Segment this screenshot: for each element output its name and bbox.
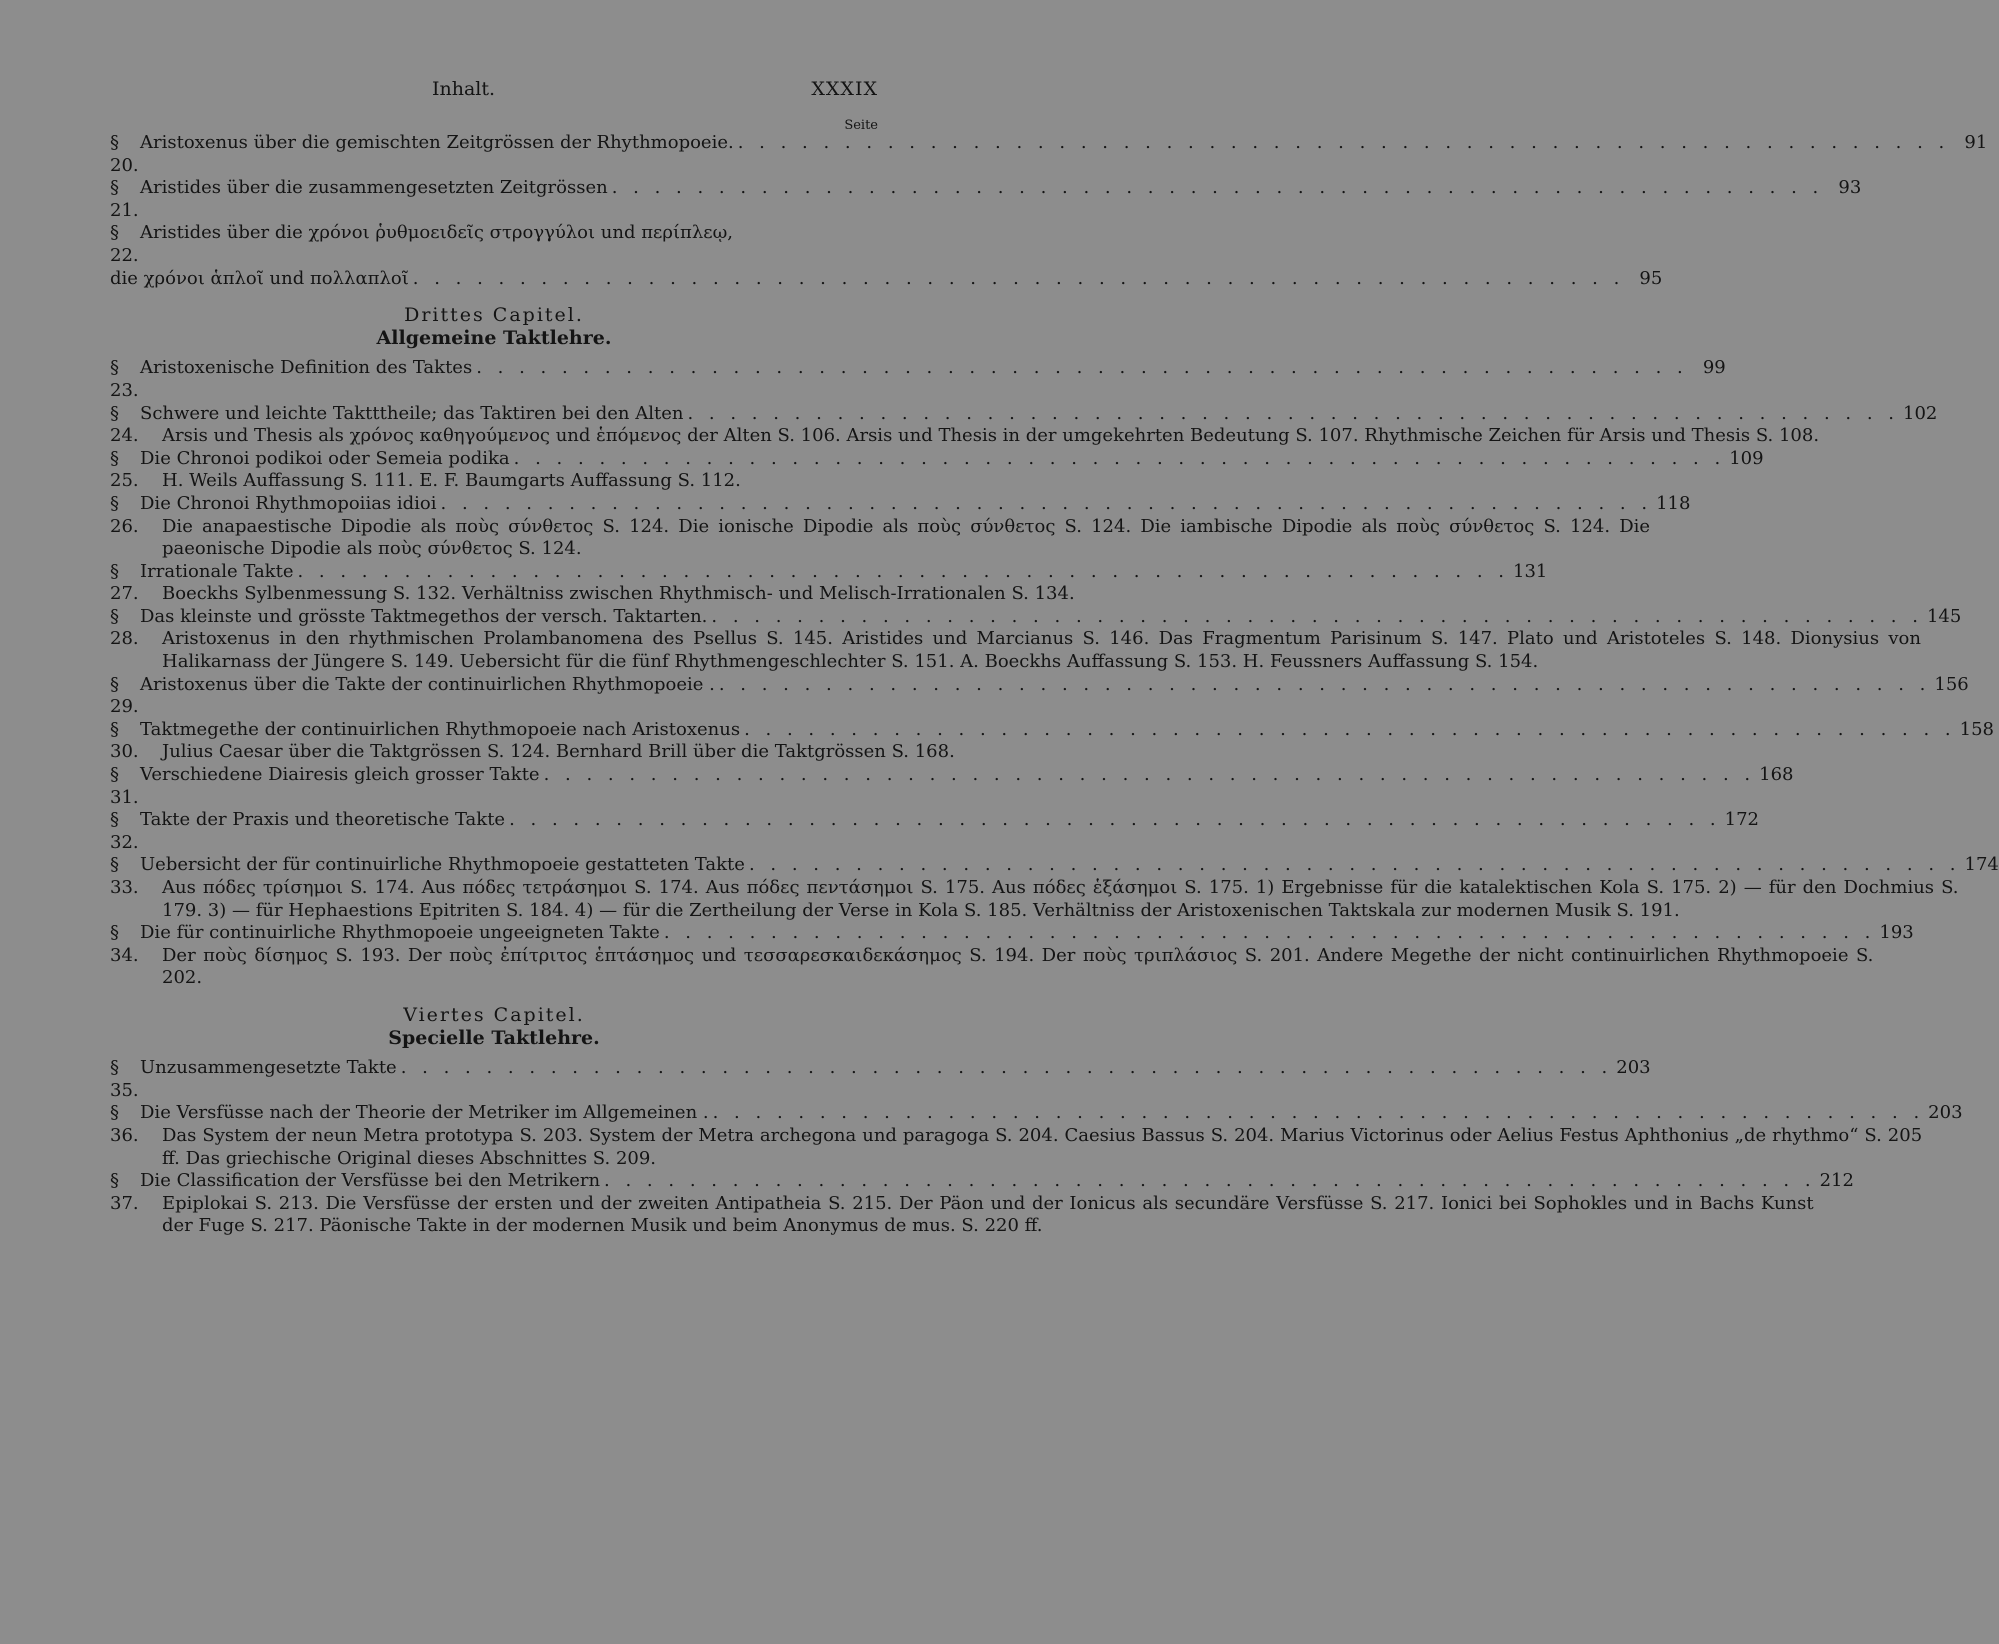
dot-leader: [711, 606, 1923, 629]
dot-leader: [744, 719, 1956, 742]
dot-leader: [604, 1170, 1816, 1193]
entry-text: Uebersicht der für continuirliche Rhythmopoeie gestatteten Takte: [140, 854, 745, 876]
chapter-label: Drittes Capitel.: [404, 304, 584, 327]
entry-body: [140, 719, 1994, 764]
entry-text: Aristides über die zusammengesetzten Zeitgrössen: [140, 177, 608, 199]
toc-entry: [110, 447, 1764, 493]
entry-heading-row: [140, 719, 1994, 742]
page-ref: 109: [1729, 447, 1764, 469]
toc-entry: [110, 718, 1995, 764]
section-number: § 31.: [110, 764, 139, 808]
entry-text: Irrationale Takte: [140, 560, 294, 582]
entry-text: Verschiedene Diairesis gleich grosser Takte: [140, 764, 540, 786]
entry-body: [140, 493, 1690, 561]
page-column-label: Seite: [844, 118, 878, 133]
entry-heading-row: [140, 493, 1690, 516]
entry-heading-row: [140, 357, 1726, 380]
dot-leader: [476, 357, 1688, 380]
entry-heading-row: [140, 1057, 1650, 1080]
entry-text: Aristoxenus über die gemischten Zeitgrössen der Rhythmopoeie.: [140, 132, 734, 153]
entry-body: [140, 132, 1987, 177]
entry-heading-row: [140, 132, 1987, 155]
entry-text: Die Versfüsse nach der Theorie der Metriker im Allgemeinen .: [140, 1102, 709, 1124]
entry-text: Die Chronoi Rhythmopoiias idioi: [140, 492, 437, 514]
entry-subtopics: Epiplokai S. 213. Die Versfüsse der ersten und der zweiten Antipatheia S. 215. Der Päon und der Ionicus als secundäre Versfüsse S. 217. Ionici bei Sophokles und in Bachs Kunst der Fuge S. 217. Päonische Takte in der modernen Musik und beim Anonymus de mus. S. 220 ff.: [162, 1192, 1814, 1237]
toc-entry: [110, 560, 1548, 606]
chapter-title: Specielle Taktlehre.: [388, 1026, 600, 1049]
entry-heading-row: [140, 1170, 1854, 1193]
dot-leader: [401, 1057, 1613, 1080]
toc-entry: [110, 492, 1691, 561]
dot-leader: [612, 177, 1824, 200]
section-number: § 21.: [110, 177, 139, 221]
entry-heading-row: [140, 448, 1763, 471]
dot-leader: [441, 493, 1653, 516]
toc-entry: [110, 764, 1794, 809]
entry-body: [140, 674, 1968, 719]
section-number: § 20.: [110, 132, 139, 176]
entry-text: Die Chronoi podikoi oder Semeia podika: [140, 447, 510, 469]
entry-text: Aristoxenus über die Takte der continuirlichen Rhythmopoeie .: [140, 673, 715, 695]
entry-heading-row: [140, 674, 1968, 697]
entry-heading-row: [140, 177, 1861, 200]
page-ref: 203: [1616, 1057, 1651, 1079]
entry-text: Die für continuirliche Rhythmopoeie ungeeigneten Takte: [140, 922, 660, 944]
dot-leader: [687, 403, 1899, 426]
page-ref: 158: [1959, 718, 1995, 740]
dot-leader: [664, 922, 1876, 945]
toc-entry: [110, 1170, 1854, 1238]
page-ref: 212: [1819, 1170, 1854, 1192]
toc-entry: [110, 1057, 1651, 1102]
entry-text: Schwere und leichte Taktttheile; das Taktiren bei den Alten: [140, 402, 684, 424]
entry-body: [140, 1057, 1650, 1102]
entry-body: [140, 561, 1547, 606]
dot-leader: [719, 674, 1931, 697]
chapter-title: Allgemeine Taktlehre.: [376, 326, 612, 349]
toc-entry: [110, 809, 1760, 854]
section-number: § 34.: [110, 922, 139, 966]
section-number: § 37.: [110, 1170, 139, 1214]
entry-heading-row: [140, 561, 1547, 584]
entry-heading-row: [140, 403, 1937, 426]
entry-body: [140, 854, 1999, 922]
entry-text: Die Classification der Versfüsse bei den Metrikern: [140, 1170, 601, 1192]
toc-block: [110, 357, 1999, 990]
entry-text: Aristoxenische Definition des Taktes: [140, 357, 473, 379]
section-number: § 24.: [110, 402, 139, 447]
dot-leader: [544, 764, 1756, 787]
entry-body: [140, 177, 1861, 222]
page-ref: 102: [1903, 402, 1938, 424]
dot-leader: [297, 561, 1509, 584]
entry-body: [140, 1102, 1962, 1170]
chapter-label: Viertes Capitel.: [403, 1003, 585, 1026]
section-number: § 29.: [110, 673, 139, 718]
dot-leader: [749, 854, 1961, 877]
page-ref: 193: [1879, 922, 1914, 944]
section-number: § 32.: [110, 809, 139, 853]
toc-block: [110, 132, 1988, 268]
section-number: § 23.: [110, 357, 139, 401]
page-ref: 118: [1656, 492, 1691, 514]
section-number: § 30.: [110, 718, 139, 763]
toc-entry: [110, 402, 1938, 448]
page-ref: 99: [1702, 357, 1726, 379]
entry-heading-row: [140, 764, 1793, 787]
entry-body: [140, 448, 1763, 493]
entry-text: Aristides über die χρόνοι ῥυθμοειδεῖς στρογγύλοι und περίπλεῳ,: [140, 222, 733, 244]
section-number: § 25.: [110, 447, 139, 492]
page-title: Inhalt.: [432, 78, 496, 100]
section-number: § 22.: [110, 222, 139, 266]
toc-entry: [110, 222, 878, 267]
dot-leader: [713, 1102, 1925, 1125]
entry-subtopics: Arsis und Thesis als χρόνος καθηγούμενος und ἑπόμενος der Alten S. 106. Arsis und Thesis in der umgekehrten Bedeutung S. 107. Rhythmische Zeichen für Arsis und Thesis S. 108.: [162, 425, 1820, 447]
toc-entry: [110, 673, 1969, 719]
section-number: § 27.: [110, 560, 139, 605]
entry-heading-row: [140, 922, 1913, 945]
entry-text: Taktmegethe der continuirlichen Rhythmopoeie nach Aristoxenus: [140, 718, 741, 740]
section-number: § 35.: [110, 1057, 139, 1101]
entry-heading-row: [140, 222, 878, 245]
entry-text: Unzusammengesetzte Takte: [140, 1057, 397, 1079]
entry-subtopics: Der ποὺς δίσημος S. 193. Der ποὺς ἐπίτριτος ἑπτάσημος und τεσσαρεσκαιδεκάσημος S. 194. Der ποὺς τριπλάσιος S. 201. Andere Megethe der nicht continuirlichen Rhythmopoeie S. 202.: [162, 944, 1874, 989]
page-ref: 95: [1639, 267, 1663, 289]
page-number: XXXIX: [811, 78, 878, 100]
entry-text: die χρόνοι ἁπλοῖ und πολλαπλοῖ: [110, 267, 409, 289]
entry-subtopics: Das System der neun Metra prototypa S. 203. System der Metra archegona und paragoga S. 204. Caesius Bassus S. 204. Marius Victorinus oder Aelius Festus Aphthonius „de rhythmo“ S. 205 ff. Das griechische Original dieses Abschnittes S. 209.: [162, 1124, 1923, 1169]
section-number: § 26.: [110, 492, 139, 537]
section-number: § 28.: [110, 605, 139, 650]
entry-body: [140, 1170, 1854, 1238]
page-header: [110, 78, 878, 108]
entry-body: [140, 357, 1726, 402]
entry-subtopics: Aristoxenus in den rhythmischen Prolambanomena des Psellus S. 145. Aristides und Marcianus S. 146. Das Fragmentum Parisinum S. 147. Plato und Aristoteles S. 148. Dionysius von Halikarnass der Jüngere S. 149. Uebersicht für die fünf Rhythmengeschlechter S. 151. A. Boeckhs Auffassung S. 153. H. Feussners Auffassung S. 154.: [162, 628, 1921, 673]
toc-entry: [110, 177, 1862, 222]
entry-body: [140, 764, 1793, 809]
entry-body: [140, 222, 878, 267]
dot-leader: [514, 448, 1726, 471]
page-ref: 174: [1964, 854, 1999, 876]
page-ref: 203: [1928, 1102, 1963, 1124]
page-ref: 131: [1513, 560, 1548, 582]
entry-subtopics: Aus πόδες τρίσημοι S. 174. Aus πόδες τετράσημοι S. 174. Aus πόδες πεντάσημοι S. 175. Aus πόδες ἑξάσημοι S. 175. 1) Ergebnisse für die katalektischen Kola S. 175. 2) — für den Dochmius S. 179. 3) — für Hephaestions Epitriten S. 184. 4) — für die Zertheilung der Verse in Kola S. 185. Verhältniss der Aristoxenischen Taktskala zur modernen Musik S. 191.: [162, 877, 1959, 921]
entry-subtopics: Die anapaestische Dipodie als ποὺς σύνθετος S. 124. Die ionische Dipodie als ποὺς σύνθετος S. 124. Die iambische Dipodie als ποὺς σύνθετος S. 124. Die paeonische Dipodie als ποὺς σύνθετος S. 124.: [162, 515, 1651, 560]
entry-subtopics: H. Weils Auffassung S. 111. E. F. Baumgarts Auffassung S. 112.: [162, 470, 741, 492]
toc-block: [110, 1057, 1963, 1238]
entry-text: Das kleinste und grösste Taktmegethos der versch. Taktarten.: [140, 605, 708, 627]
entry-body: [140, 403, 1937, 448]
page-ref: 172: [1724, 809, 1760, 831]
page-ref: 93: [1838, 177, 1862, 199]
entry-heading-row: [140, 854, 1999, 877]
page-ref: 145: [1926, 605, 1962, 627]
entry-body: [140, 922, 1913, 990]
toc-entry: [110, 1102, 1963, 1170]
page-ref: 91: [1964, 132, 1988, 153]
toc-entry: [110, 132, 1988, 177]
dot-leader: [413, 268, 1625, 291]
dot-leader: [509, 809, 1721, 832]
entry-subtopics: Julius Caesar über die Taktgrössen S. 124. Bernhard Brill über die Taktgrössen S. 168.: [162, 741, 955, 763]
page-ref: 168: [1759, 764, 1794, 786]
toc-entry: [110, 605, 1962, 674]
section-number: § 33.: [110, 854, 139, 898]
section-number: § 36.: [110, 1102, 139, 1146]
entry-subtopics: Boeckhs Sylbenmessung S. 132. Verhältniss zwischen Rhythmisch- und Melisch-Irrationalen S. 134.: [162, 583, 1075, 605]
entry-heading-row: [140, 606, 1961, 629]
entry-body: [140, 606, 1961, 674]
page-ref: 156: [1934, 673, 1969, 695]
toc-entry: [110, 854, 1999, 922]
toc-entry: [110, 922, 1914, 990]
entry-heading-row: [140, 809, 1759, 832]
entry-body: [140, 809, 1759, 854]
table-of-contents: [110, 132, 1999, 1238]
dot-leader: [738, 132, 1950, 155]
toc-entry: [110, 357, 1726, 402]
toc-entry-continuation: [110, 267, 1663, 291]
entry-text: Takte der Praxis und theoretische Takte: [140, 809, 506, 831]
entry-heading-row: [140, 1102, 1962, 1125]
